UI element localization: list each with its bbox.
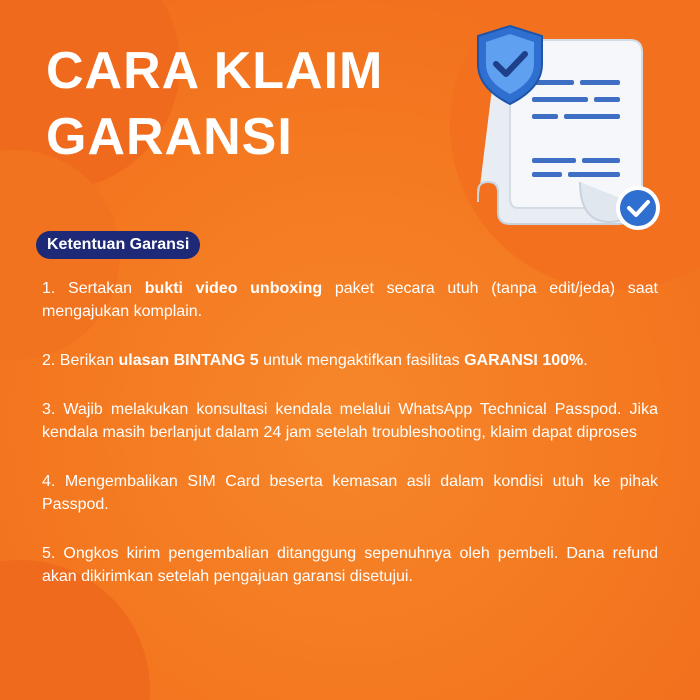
page-title xyxy=(46,38,383,170)
section-label-badge: Ketentuan Garansi xyxy=(36,231,200,259)
rule-item-2: 2. Berikan ulasan BINTANG 5 untuk mengaktifkan fasilitas GARANSI 100%. xyxy=(42,352,588,369)
rule-item-4: 4. Mengembalikan SIM Card beserta kemasan asli dalam kondisi utuh ke pihak Passpod. xyxy=(42,473,658,513)
warranty-document-illustration xyxy=(470,22,670,232)
checkmark-circle-icon xyxy=(616,186,660,230)
rule-item-1: 1. Sertakan bukti video unboxing paket secara utuh (tanpa edit/jeda) saat mengajukan komplain. xyxy=(42,280,658,320)
warranty-rules-list xyxy=(42,277,658,614)
title-line-1: CARA KLAIM xyxy=(46,42,384,100)
title-line-2: GARANSI xyxy=(46,108,293,166)
rule-item-5: 5. Ongkos kirim pengembalian ditanggung sepenuhnya oleh pembeli. Dana refund akan dikirimkan setelah pengajuan garansi disetujui. xyxy=(42,545,658,585)
rule-item-3: 3. Wajib melakukan konsultasi kendala melalui WhatsApp Technical Passpod. Jika kendala masih berlanjut dalam 24 jam setelah troubleshooting, klaim dapat diproses xyxy=(42,401,658,441)
